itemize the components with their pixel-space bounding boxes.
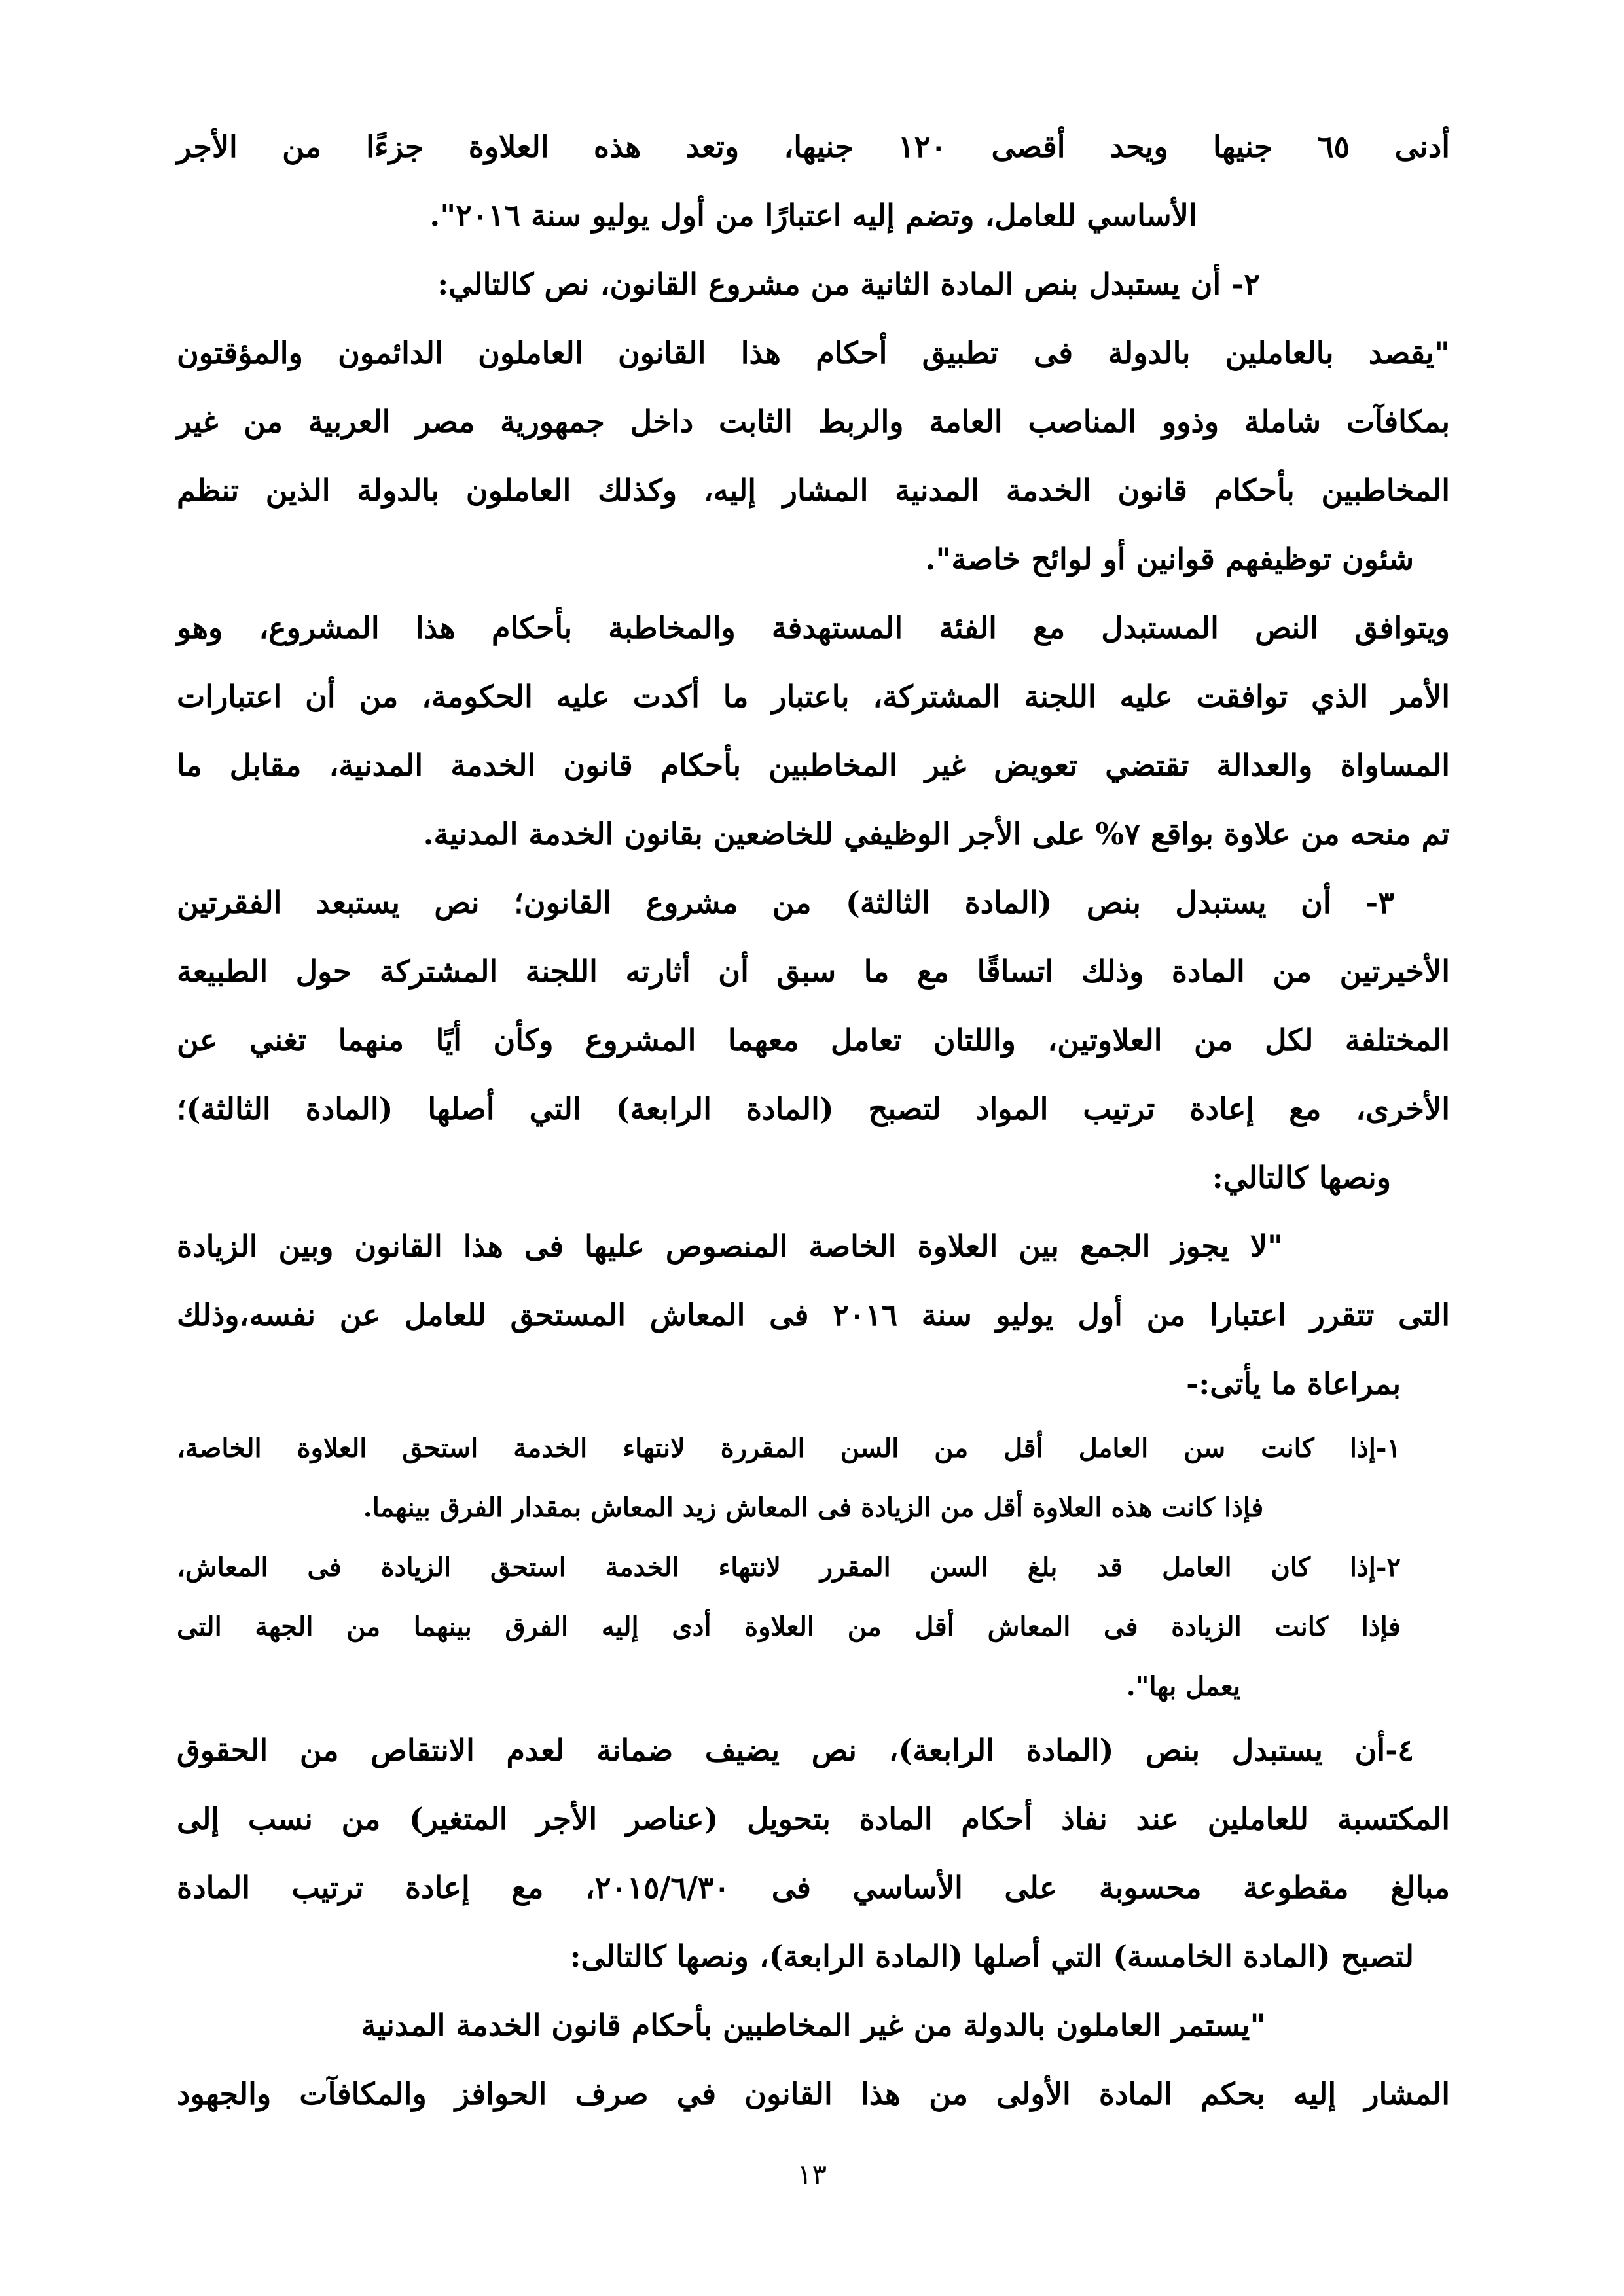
- text-line-subitem-1: ١-إذا كانت سن العامل أقل من السن المقررة لانتهاء الخدمة استحق العلاوة الخاصة،: [177, 1433, 1401, 1463]
- text-line: الأخيرتين من المادة وذلك اتساقًا مع ما سبق أن أثارته اللجنة المشتركة حول الطبيعة: [177, 954, 1450, 989]
- text-line: "يستمر العاملون بالدولة من غير المخاطبين بأحكام قانون الخدمة المدنية: [361, 2007, 1266, 2043]
- text-line: الأساسي للعامل، وتضم إليه اعتبارًا من أول يوليو سنة ٢٠١٦".: [429, 198, 1197, 233]
- text-line: ونصها كالتالي:: [1212, 1160, 1391, 1195]
- text-line: "لا يجوز الجمع بين العلاوة الخاصة المنصوص عليها فى هذا القانون وبين الزيادة: [177, 1229, 1283, 1264]
- text-line: ويتوافق النص المستبدل مع الفئة المستهدفة والمخاطبة بأحكام هذا المشروع، وهو: [177, 610, 1450, 645]
- text-line: أدنى ٦٥ جنيها ويحد أقصى ١٢٠ جنيها، وتعد هذه العلاوة جزءًا من الأجر: [177, 129, 1450, 164]
- text-line: المخاطبين بأحكام قانون الخدمة المدنية المشار إليه، وكذلك العاملون بالدولة الذين تنظم: [177, 473, 1450, 508]
- text-line-item-2: ٢- أن يستبدل بنص المادة الثانية من مشروع القانون، نص كالتالي:: [437, 266, 1260, 302]
- text-line: يعمل بها".: [1126, 1671, 1240, 1702]
- text-line-item-4: ٤-أن يستبدل بنص (المادة الرابعة)، نص يضيف ضمانة لعدم الانتقاص من الحقوق: [177, 1732, 1414, 1768]
- text-line: المختلفة لكل من العلاوتين، واللتان تعامل معهما المشروع وكأن أيًا منهما تغني عن: [177, 1022, 1450, 1058]
- text-line: مبالغ مقطوعة محسوبة على الأساسي فى ٢٠١٥/٦/٣٠، مع إعادة ترتيب المادة: [177, 1870, 1450, 1905]
- text-line: بمراعاة ما يأتى:-: [1186, 1366, 1401, 1401]
- text-line: المساواة والعدالة تقتضي تعويض غير المخاطبين بأحكام قانون الخدمة المدنية، مقابل ما: [177, 747, 1450, 783]
- page-number: ١٣: [797, 2159, 827, 2191]
- text-line: الأخرى، مع إعادة ترتيب المواد لتصبح (المادة الرابعة) التي أصلها (المادة الثالثة)؛: [177, 1091, 1450, 1126]
- text-line: "يقصد بالعاملين بالدولة فى تطبيق أحكام هذا القانون العاملون الدائمون والمؤقتون: [177, 335, 1450, 370]
- text-line: لتصبح (المادة الخامسة) التي أصلها (المادة الرابعة)، ونصها كالتالى:: [569, 1939, 1414, 1974]
- text-line: فإذا كانت الزيادة فى المعاش أقل من العلاوة أدى إليه الفرق بينهما من الجهة التى: [177, 1611, 1401, 1642]
- text-line: بمكافآت شاملة وذوو المناصب العامة والربط الثابت داخل جمهورية مصر العربية من غير: [177, 404, 1450, 439]
- text-line: المكتسبة للعاملين عند نفاذ أحكام المادة بتحويل (عناصر الأجر المتغير) من نسب إلى: [177, 1801, 1450, 1837]
- text-line: الأمر الذي توافقت عليه اللجنة المشتركة، باعتبار ما أكدت عليه الحكومة، من أن اعتبارات: [177, 679, 1450, 714]
- text-line: فإذا كانت هذه العلاوة أقل من الزيادة فى المعاش زيد المعاش بمقدار الفرق بينهما.: [363, 1492, 1264, 1523]
- text-line: المشار إليه بحكم المادة الأولى من هذا القانون في صرف الحوافز والمكافآت والجهود: [177, 2076, 1450, 2111]
- text-line: التى تتقرر اعتبارا من أول يوليو سنة ٢٠١٦ فى المعاش المستحق للعامل عن نفسه،وذلك: [177, 1297, 1450, 1333]
- text-line: شئون توظيفهم قوانين أو لوائح خاصة".: [925, 541, 1414, 577]
- document-text-block: [177, 113, 1450, 2128]
- text-line: تم منحه من علاوة بواقع ٧% على الأجر الوظيفي للخاضعين بقانون الخدمة المدنية.: [423, 816, 1450, 852]
- text-line-item-3: ٣- أن يستبدل بنص (المادة الثالثة) من مشروع القانون؛ نص يستبعد الفقرتين: [177, 885, 1394, 920]
- text-line-subitem-2: ٢-إذا كان العامل قد بلغ السن المقرر لانتهاء الخدمة استحق الزيادة فى المعاش،: [177, 1552, 1401, 1583]
